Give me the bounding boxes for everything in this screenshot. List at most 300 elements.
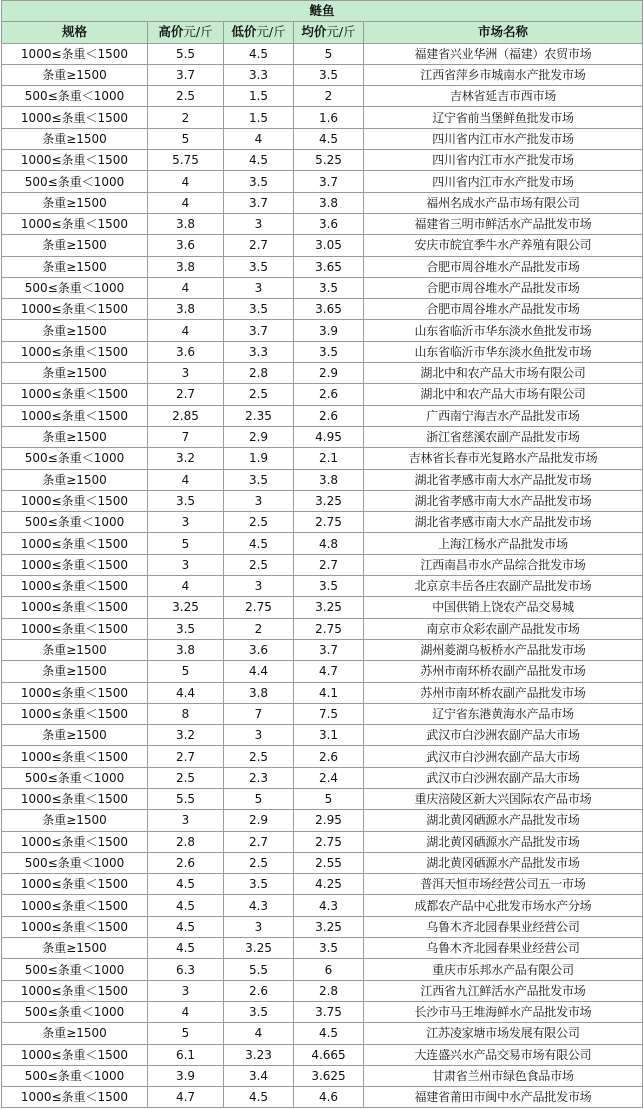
avg-price-cell: 3.8 [294, 469, 364, 490]
high-price-cell: 4 [148, 469, 224, 490]
table-row [2, 554, 643, 575]
spec-cell: 1000≤条重＜1500 [2, 384, 148, 405]
table-row [2, 171, 643, 192]
table-row [2, 767, 643, 788]
avg-price-cell: 4.5 [294, 128, 364, 149]
low-price-cell: 3 [224, 916, 294, 937]
market-cell: 武汉市白沙洲农副产品大市场 [364, 746, 643, 767]
avg-price-cell: 4.3 [294, 895, 364, 916]
avg-price-cell: 3.7 [294, 171, 364, 192]
avg-price-cell: 5 [294, 788, 364, 809]
high-price-cell: 6.3 [148, 959, 224, 980]
spec-cell: 1000≤条重＜1500 [2, 682, 148, 703]
header-low-unit: 元/斤 [256, 24, 286, 40]
low-price-cell: 3.5 [224, 299, 294, 320]
spec-cell: 1000≤条重＜1500 [2, 597, 148, 618]
low-price-cell: 1.5 [224, 86, 294, 107]
low-price-cell: 3.5 [224, 469, 294, 490]
market-cell: 湖北省孝感市南大水产品批发市场 [364, 512, 643, 533]
market-cell: 长沙市马王堆海鲜水产品批发市场 [364, 1001, 643, 1022]
avg-price-cell: 3.6 [294, 213, 364, 234]
high-price-cell: 2.5 [148, 86, 224, 107]
avg-price-cell: 4.25 [294, 874, 364, 895]
high-price-cell: 3.6 [148, 235, 224, 256]
table-row [2, 469, 643, 490]
spec-cell: 条重≥1500 [2, 192, 148, 213]
low-price-cell: 2.35 [224, 405, 294, 426]
low-price-cell: 2.5 [224, 852, 294, 873]
market-cell: 重庆市乐邦水产品有限公司 [364, 959, 643, 980]
high-price-cell: 5 [148, 128, 224, 149]
table-row [2, 43, 643, 64]
market-cell: 武汉市白沙洲农副产品大市场 [364, 725, 643, 746]
spec-cell: 1000≤条重＜1500 [2, 874, 148, 895]
low-price-cell: 2 [224, 618, 294, 639]
table-row [2, 1087, 643, 1108]
high-price-cell: 4 [148, 171, 224, 192]
table-row [2, 320, 643, 341]
table-row [2, 661, 643, 682]
high-price-cell: 2.85 [148, 405, 224, 426]
market-cell: 湖北省孝感市南大水产品批发市场 [364, 490, 643, 511]
market-cell: 辽宁省前当堡鲜鱼批发市场 [364, 107, 643, 128]
avg-price-cell: 2.75 [294, 831, 364, 852]
spec-cell: 条重≥1500 [2, 810, 148, 831]
spec-cell: 1000≤条重＜1500 [2, 576, 148, 597]
market-cell: 福建省三明市鲜活水产品批发市场 [364, 213, 643, 234]
low-price-cell: 3.5 [224, 1001, 294, 1022]
low-price-cell: 4.5 [224, 533, 294, 554]
avg-price-cell: 3.65 [294, 256, 364, 277]
table-row [2, 299, 643, 320]
market-cell: 甘肃省兰州市绿色食品市场 [364, 1065, 643, 1086]
table-row [2, 1065, 643, 1086]
spec-cell: 1000≤条重＜1500 [2, 43, 148, 64]
spec-cell: 500≤条重＜1000 [2, 512, 148, 533]
low-price-cell: 3.7 [224, 192, 294, 213]
spec-cell: 条重≥1500 [2, 426, 148, 447]
low-price-cell: 4.4 [224, 661, 294, 682]
high-price-cell: 4.4 [148, 682, 224, 703]
high-price-cell: 4 [148, 1001, 224, 1022]
high-price-cell: 3.2 [148, 725, 224, 746]
spec-cell: 条重≥1500 [2, 1023, 148, 1044]
spec-cell: 条重≥1500 [2, 235, 148, 256]
market-cell: 合肥市周谷堆水产品批发市场 [364, 277, 643, 298]
spec-cell: 条重≥1500 [2, 661, 148, 682]
market-cell: 湖北黄冈硒源水产品批发市场 [364, 852, 643, 873]
spec-cell: 1000≤条重＜1500 [2, 533, 148, 554]
table-row [2, 1044, 643, 1065]
avg-price-cell: 4.5 [294, 1023, 364, 1044]
market-cell: 江西南昌市水产品综合批发市场 [364, 554, 643, 575]
spec-cell: 1000≤条重＜1500 [2, 1044, 148, 1065]
avg-price-cell: 5.25 [294, 150, 364, 171]
table-row [2, 746, 643, 767]
low-price-cell: 2.5 [224, 746, 294, 767]
spec-cell: 1000≤条重＜1500 [2, 980, 148, 1001]
market-cell: 广西南宁海吉水产品批发市场 [364, 405, 643, 426]
fish-price-table [1, 0, 643, 1108]
table-row [2, 512, 643, 533]
high-price-cell: 5 [148, 1023, 224, 1044]
market-cell: 湖北省孝感市南大水产品批发市场 [364, 469, 643, 490]
low-price-cell: 2.3 [224, 767, 294, 788]
high-price-cell: 5.5 [148, 43, 224, 64]
high-price-cell: 2.8 [148, 831, 224, 852]
market-cell: 吉林省长春市光复路水产品批发市场 [364, 448, 643, 469]
low-price-cell: 2.5 [224, 384, 294, 405]
high-price-cell: 4 [148, 576, 224, 597]
high-price-cell: 2.7 [148, 384, 224, 405]
table-row [2, 576, 643, 597]
spec-cell: 500≤条重＜1000 [2, 767, 148, 788]
market-cell: 福建省莆田市闽中水产品批发市场 [364, 1087, 643, 1108]
avg-price-cell: 2.95 [294, 810, 364, 831]
table-row [2, 618, 643, 639]
avg-price-cell: 2.6 [294, 384, 364, 405]
spec-cell: 1000≤条重＜1500 [2, 341, 148, 362]
high-price-cell: 3.8 [148, 299, 224, 320]
high-price-cell: 4.5 [148, 938, 224, 959]
avg-price-cell: 3.65 [294, 299, 364, 320]
table-row [2, 384, 643, 405]
header-avg-label: 均价 [301, 24, 327, 40]
high-price-cell: 3.25 [148, 597, 224, 618]
market-cell: 吉林省延吉市西市场 [364, 86, 643, 107]
spec-cell: 条重≥1500 [2, 639, 148, 660]
low-price-cell: 3 [224, 725, 294, 746]
header-low-label: 低价 [231, 24, 257, 40]
market-cell: 苏州市南环桥农副产品批发市场 [364, 682, 643, 703]
low-price-cell: 1.9 [224, 448, 294, 469]
market-cell: 中国供销上饶农产品交易城 [364, 597, 643, 618]
low-price-cell: 3.23 [224, 1044, 294, 1065]
table-row [2, 235, 643, 256]
high-price-cell: 4 [148, 320, 224, 341]
market-cell: 浙江省慈溪农副产品批发市场 [364, 426, 643, 447]
avg-price-cell: 3.5 [294, 64, 364, 85]
table-row [2, 107, 643, 128]
market-cell: 合肥市周谷堆水产品批发市场 [364, 299, 643, 320]
header-market: 市场名称 [364, 22, 643, 43]
table-row [2, 639, 643, 660]
spec-cell: 1000≤条重＜1500 [2, 895, 148, 916]
low-price-cell: 4 [224, 128, 294, 149]
spec-cell: 1000≤条重＜1500 [2, 618, 148, 639]
market-cell: 南京市众彩农副产品批发市场 [364, 618, 643, 639]
low-price-cell: 2.7 [224, 831, 294, 852]
spec-cell: 1000≤条重＜1500 [2, 490, 148, 511]
low-price-cell: 2.9 [224, 810, 294, 831]
high-price-cell: 4 [148, 192, 224, 213]
spec-cell: 1000≤条重＜1500 [2, 788, 148, 809]
low-price-cell: 4.5 [224, 150, 294, 171]
avg-price-cell: 2.6 [294, 405, 364, 426]
spec-cell: 条重≥1500 [2, 128, 148, 149]
table-row [2, 831, 643, 852]
low-price-cell: 2.6 [224, 980, 294, 1001]
high-price-cell: 4.7 [148, 1087, 224, 1108]
market-cell: 山东省临沂市华东淡水鱼批发市场 [364, 320, 643, 341]
spec-cell: 1000≤条重＜1500 [2, 213, 148, 234]
spec-cell: 条重≥1500 [2, 256, 148, 277]
avg-price-cell: 3.25 [294, 597, 364, 618]
avg-price-cell: 3.1 [294, 725, 364, 746]
avg-price-cell: 2.75 [294, 618, 364, 639]
low-price-cell: 1.5 [224, 107, 294, 128]
market-cell: 合肥市周谷堆水产品批发市场 [364, 256, 643, 277]
avg-price-cell: 3.625 [294, 1065, 364, 1086]
high-price-cell: 2.5 [148, 767, 224, 788]
avg-price-cell: 2.55 [294, 852, 364, 873]
spec-cell: 条重≥1500 [2, 64, 148, 85]
spec-cell: 1000≤条重＜1500 [2, 703, 148, 724]
low-price-cell: 3 [224, 576, 294, 597]
high-price-cell: 3.6 [148, 341, 224, 362]
market-cell: 乌鲁木齐北园春果业经营公司 [364, 916, 643, 937]
header-spec: 规格 [2, 22, 148, 43]
market-cell: 福州名成水产品市场有限公司 [364, 192, 643, 213]
high-price-cell: 3 [148, 980, 224, 1001]
avg-price-cell: 3.5 [294, 938, 364, 959]
table-row [2, 490, 643, 511]
market-cell: 湖北黄冈硒源水产品批发市场 [364, 810, 643, 831]
market-cell: 重庆涪陵区新大兴国际农产品市场 [364, 788, 643, 809]
low-price-cell: 2.75 [224, 597, 294, 618]
table-row [2, 86, 643, 107]
low-price-cell: 2.8 [224, 363, 294, 384]
table-row [2, 852, 643, 873]
avg-price-cell: 4.6 [294, 1087, 364, 1108]
table-row [2, 895, 643, 916]
table-row [2, 703, 643, 724]
table-row [2, 150, 643, 171]
high-price-cell: 2.7 [148, 746, 224, 767]
market-cell: 四川省内江市水产批发市场 [364, 128, 643, 149]
avg-price-cell: 3.8 [294, 192, 364, 213]
avg-price-cell: 5 [294, 43, 364, 64]
avg-price-cell: 4.665 [294, 1044, 364, 1065]
spec-cell: 1000≤条重＜1500 [2, 150, 148, 171]
high-price-cell: 3.8 [148, 256, 224, 277]
high-price-cell: 3.2 [148, 448, 224, 469]
spec-cell: 1000≤条重＜1500 [2, 299, 148, 320]
spec-cell: 500≤条重＜1000 [2, 277, 148, 298]
avg-price-cell: 3.5 [294, 277, 364, 298]
table-row [2, 405, 643, 426]
avg-price-cell: 3.5 [294, 576, 364, 597]
low-price-cell: 3 [224, 213, 294, 234]
avg-price-cell: 2.75 [294, 512, 364, 533]
avg-price-cell: 3.5 [294, 341, 364, 362]
table-row [2, 788, 643, 809]
high-price-cell: 6.1 [148, 1044, 224, 1065]
table-row [2, 810, 643, 831]
low-price-cell: 4.3 [224, 895, 294, 916]
low-price-cell: 2.9 [224, 426, 294, 447]
high-price-cell: 3.5 [148, 490, 224, 511]
high-price-cell: 4.5 [148, 874, 224, 895]
high-price-cell: 3 [148, 512, 224, 533]
avg-price-cell: 4.7 [294, 661, 364, 682]
high-price-cell: 3 [148, 363, 224, 384]
low-price-cell: 3.5 [224, 874, 294, 895]
avg-price-cell: 7.5 [294, 703, 364, 724]
low-price-cell: 3.3 [224, 64, 294, 85]
high-price-cell: 5.5 [148, 788, 224, 809]
market-cell: 江西省九江鲜活水产品批发市场 [364, 980, 643, 1001]
header-high-label: 高价 [158, 24, 184, 40]
header-avg-price [294, 22, 364, 43]
spec-cell: 1000≤条重＜1500 [2, 831, 148, 852]
spec-cell: 500≤条重＜1000 [2, 448, 148, 469]
table-row [2, 874, 643, 895]
avg-price-cell: 2.6 [294, 746, 364, 767]
table-row [2, 938, 643, 959]
avg-price-cell: 2.7 [294, 554, 364, 575]
spec-cell: 1000≤条重＜1500 [2, 746, 148, 767]
low-price-cell: 7 [224, 703, 294, 724]
table-title: 鲢鱼 [2, 1, 643, 22]
market-cell: 江西省萍乡市城南水产批发市场 [364, 64, 643, 85]
high-price-cell: 4.5 [148, 895, 224, 916]
spec-cell: 条重≥1500 [2, 725, 148, 746]
table-row [2, 192, 643, 213]
high-price-cell: 3 [148, 810, 224, 831]
spec-cell: 条重≥1500 [2, 938, 148, 959]
high-price-cell: 3 [148, 554, 224, 575]
market-cell: 普洱天恒市场经营公司五一市场 [364, 874, 643, 895]
low-price-cell: 2.5 [224, 554, 294, 575]
high-price-cell: 3.5 [148, 618, 224, 639]
avg-price-cell: 6 [294, 959, 364, 980]
table-row [2, 128, 643, 149]
spec-cell: 500≤条重＜1000 [2, 852, 148, 873]
avg-price-cell: 2.9 [294, 363, 364, 384]
header-high-price [148, 22, 224, 43]
spec-cell: 1000≤条重＜1500 [2, 405, 148, 426]
market-cell: 乌鲁木齐北园春果业经营公司 [364, 938, 643, 959]
low-price-cell: 4.5 [224, 43, 294, 64]
table-row [2, 916, 643, 937]
avg-price-cell: 1.6 [294, 107, 364, 128]
avg-price-cell: 2.4 [294, 767, 364, 788]
table-row [2, 959, 643, 980]
high-price-cell: 3.7 [148, 64, 224, 85]
table-row [2, 64, 643, 85]
avg-price-cell: 4.8 [294, 533, 364, 554]
table-row [2, 363, 643, 384]
avg-price-cell: 2.1 [294, 448, 364, 469]
avg-price-cell: 4.1 [294, 682, 364, 703]
market-cell: 武汉市白沙洲农副产品大市场 [364, 767, 643, 788]
high-price-cell: 3.8 [148, 639, 224, 660]
high-price-cell: 2 [148, 107, 224, 128]
table-row [2, 725, 643, 746]
market-cell: 湖北黄冈硒源水产品批发市场 [364, 831, 643, 852]
market-cell: 四川省内江市水产批发市场 [364, 171, 643, 192]
market-cell: 安庆市皖宜季牛水产养殖有限公司 [364, 235, 643, 256]
low-price-cell: 4 [224, 1023, 294, 1044]
avg-price-cell: 4.95 [294, 426, 364, 447]
table-row [2, 533, 643, 554]
avg-price-cell: 3.7 [294, 639, 364, 660]
low-price-cell: 3 [224, 490, 294, 511]
market-cell: 成都农产品中心批发市场水产分场 [364, 895, 643, 916]
header-avg-unit: 元/斤 [326, 24, 356, 40]
spec-cell: 500≤条重＜1000 [2, 1001, 148, 1022]
high-price-cell: 7 [148, 426, 224, 447]
market-cell: 四川省内江市水产批发市场 [364, 150, 643, 171]
low-price-cell: 4.5 [224, 1087, 294, 1108]
table-row [2, 980, 643, 1001]
low-price-cell: 5.5 [224, 959, 294, 980]
high-price-cell: 3.9 [148, 1065, 224, 1086]
avg-price-cell: 3.25 [294, 490, 364, 511]
low-price-cell: 5 [224, 788, 294, 809]
table-row [2, 1001, 643, 1022]
spec-cell: 1000≤条重＜1500 [2, 1087, 148, 1108]
high-price-cell: 4.5 [148, 916, 224, 937]
market-cell: 北京京丰岳各庄农副产品批发市场 [364, 576, 643, 597]
market-cell: 湖州菱湖乌板桥水产品批发市场 [364, 639, 643, 660]
header-low-price [224, 22, 294, 43]
table-row [2, 426, 643, 447]
low-price-cell: 3.5 [224, 171, 294, 192]
market-cell: 福建省兴业华洲（福建）农贸市场 [364, 43, 643, 64]
table-row [2, 341, 643, 362]
high-price-cell: 5 [148, 661, 224, 682]
low-price-cell: 3.8 [224, 682, 294, 703]
spec-cell: 条重≥1500 [2, 320, 148, 341]
market-cell: 上海江杨水产品批发市场 [364, 533, 643, 554]
high-price-cell: 5 [148, 533, 224, 554]
spec-cell: 500≤条重＜1000 [2, 959, 148, 980]
low-price-cell: 2.5 [224, 512, 294, 533]
table-row [2, 213, 643, 234]
avg-price-cell: 3.05 [294, 235, 364, 256]
avg-price-cell: 3.25 [294, 916, 364, 937]
header-high-unit: 元/斤 [183, 24, 213, 40]
table-row [2, 277, 643, 298]
low-price-cell: 3.3 [224, 341, 294, 362]
market-cell: 江苏凌家塘市场发展有限公司 [364, 1023, 643, 1044]
market-cell: 山东省临沂市华东淡水鱼批发市场 [364, 341, 643, 362]
avg-price-cell: 3.75 [294, 1001, 364, 1022]
market-cell: 湖北中和农产品大市场有限公司 [364, 384, 643, 405]
low-price-cell: 3 [224, 277, 294, 298]
spec-cell: 500≤条重＜1000 [2, 171, 148, 192]
spec-cell: 1000≤条重＜1500 [2, 554, 148, 575]
market-cell: 苏州市南环桥农副产品批发市场 [364, 661, 643, 682]
avg-price-cell: 3.9 [294, 320, 364, 341]
table-body [2, 43, 643, 1108]
low-price-cell: 3.4 [224, 1065, 294, 1086]
table-row [2, 597, 643, 618]
low-price-cell: 2.7 [224, 235, 294, 256]
table-row [2, 256, 643, 277]
low-price-cell: 3.6 [224, 639, 294, 660]
high-price-cell: 8 [148, 703, 224, 724]
market-cell: 湖北中和农产品大市场有限公司 [364, 363, 643, 384]
avg-price-cell: 2 [294, 86, 364, 107]
high-price-cell: 4 [148, 277, 224, 298]
market-cell: 辽宁省东港黄海水产品市场 [364, 703, 643, 724]
high-price-cell: 2.6 [148, 852, 224, 873]
low-price-cell: 3.25 [224, 938, 294, 959]
table-row [2, 1023, 643, 1044]
